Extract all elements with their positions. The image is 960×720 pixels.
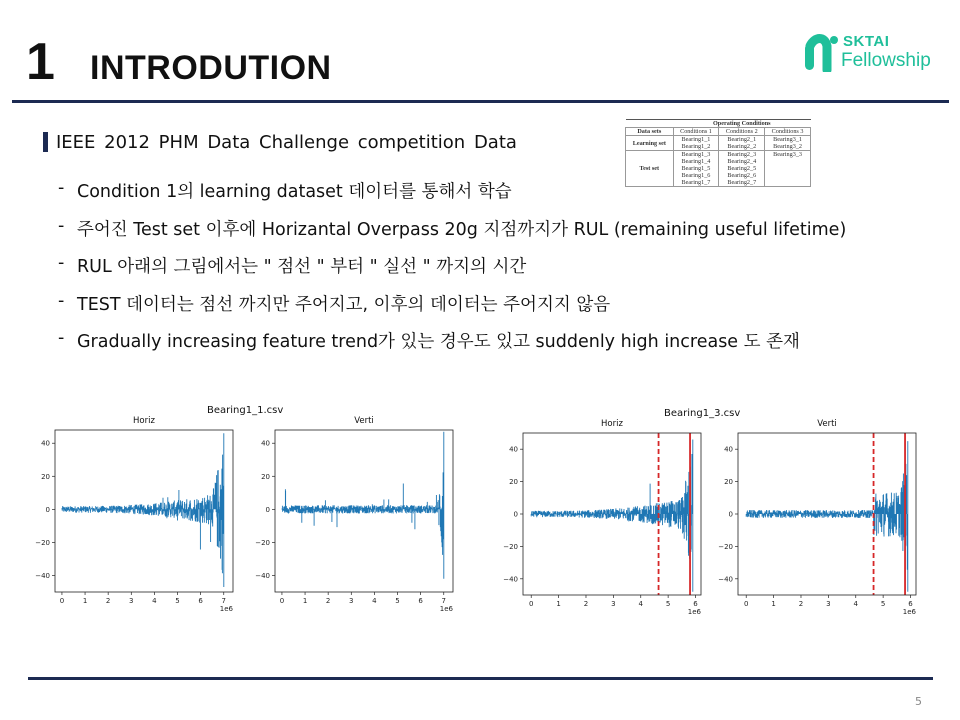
x-tick-label: 4 <box>372 597 377 605</box>
table-learning-c1: Bearing1_1 Bearing1_2 <box>673 136 719 151</box>
table-learning-c2: Bearing2_1 Bearing2_2 <box>719 136 765 151</box>
list-item <box>58 176 938 214</box>
x-tick-label: 0 <box>279 597 285 605</box>
x-tick-label: 1 <box>302 597 308 605</box>
x-tick-label: 2 <box>105 597 111 605</box>
table-header-c3: Conditions 3 <box>765 128 811 136</box>
bullet-list <box>58 176 938 364</box>
x-tick-label: 0 <box>743 600 749 608</box>
signal-series <box>62 433 224 587</box>
bullet-text: Condition 1의 learning dataset 데이터를 통해서 학습 <box>77 182 512 202</box>
x-tick-label: 1 <box>556 600 561 608</box>
chart-title: Horiz <box>601 419 623 429</box>
bullet-dash: - <box>58 253 65 273</box>
table-test-label: Test set <box>626 151 674 187</box>
x-tick-label: 6 <box>418 597 423 605</box>
y-tick-label: −20 <box>718 542 733 551</box>
sktai-logo <box>803 32 948 76</box>
bullet-dash: - <box>58 215 65 236</box>
x-tick-label: 3 <box>826 600 831 608</box>
table-learning-label: Learning set <box>626 136 674 151</box>
y-tick-label: −20 <box>35 538 50 547</box>
x-tick-label: 6 <box>198 597 203 605</box>
bullet-text: RUL 아래의 그림에서는 " 점선 " 부터 " 실선 " 까지의 시간 <box>77 257 527 277</box>
x-tick-label: 1 <box>82 597 88 605</box>
bullet-dash: - <box>58 328 65 348</box>
table-header-c2: Conditions 2 <box>719 128 765 136</box>
list-item <box>58 326 938 364</box>
y-tick-label: −40 <box>255 571 270 580</box>
x-tick-label: 3 <box>129 597 134 605</box>
x-tick-label: 5 <box>395 597 400 605</box>
y-tick-label: 0 <box>265 505 270 514</box>
y-tick-label: 20 <box>724 478 733 487</box>
chart-bearing1-3-horiz <box>488 415 708 615</box>
y-tick-label: −40 <box>503 575 518 584</box>
x-tick-label: 3 <box>611 600 616 608</box>
signal-series <box>531 440 693 592</box>
y-tick-label: 0 <box>513 510 518 519</box>
signal-series <box>746 441 908 592</box>
logo-text-bottom: Fellowship <box>841 50 931 71</box>
chart-bearing1-1-horiz <box>20 412 240 612</box>
y-tick-label: 40 <box>261 439 270 448</box>
slide-title: INTRODUTION <box>90 49 332 87</box>
y-tick-label: 20 <box>261 472 270 481</box>
x-tick-label: 6 <box>908 600 913 608</box>
bullet-text: Gradually increasing feature trend가 있는 경우도 있고 suddenly high increase 도 존재 <box>77 332 800 352</box>
x-tick-label: 6 <box>693 600 698 608</box>
section-heading <box>43 131 517 153</box>
logo-text-top: SKTAI <box>843 33 890 50</box>
chart-bearing1-3-verti <box>703 415 923 615</box>
x-axis-multiplier: 1e6 <box>439 605 453 613</box>
y-tick-label: −40 <box>718 575 733 584</box>
x-tick-label: 0 <box>528 600 534 608</box>
title-divider <box>12 100 949 103</box>
heading-marker <box>43 132 48 152</box>
x-tick-label: 7 <box>441 597 446 605</box>
x-tick-label: 5 <box>880 600 886 608</box>
x-tick-label: 4 <box>853 600 858 608</box>
y-tick-label: −20 <box>255 538 270 547</box>
bullet-text: TEST 데이터는 점선 까지만 주어지고, 이후의 데이터는 주어지지 않음 <box>77 294 611 315</box>
y-tick-label: 40 <box>509 445 518 454</box>
table-title: Operating Conditions <box>673 120 810 128</box>
y-tick-label: −40 <box>35 571 50 580</box>
y-tick-label: 20 <box>41 472 50 481</box>
footer-divider <box>28 677 933 680</box>
y-tick-label: 40 <box>41 439 50 448</box>
y-tick-label: 20 <box>509 478 518 487</box>
x-tick-label: 2 <box>798 600 804 608</box>
x-axis-multiplier: 1e6 <box>687 608 701 616</box>
table-test-c1: Bearing1_3 Bearing1_4 Bearing1_5 Bearing1_6 Bearing1_7 <box>673 151 719 187</box>
x-tick-label: 4 <box>638 600 643 608</box>
y-tick-label: 0 <box>45 505 50 514</box>
table-header-datasets: Data sets <box>626 128 674 136</box>
list-item <box>58 251 938 289</box>
chart-title: Verti <box>354 416 374 426</box>
logo-mark-icon <box>803 32 839 72</box>
page-number: 5 <box>915 695 922 708</box>
x-tick-label: 4 <box>152 597 157 605</box>
y-tick-label: −20 <box>503 542 518 551</box>
table-test-c2: Bearing2_3 Bearing2_4 Bearing2_5 Bearing2_6 Bearing2_7 <box>719 151 765 187</box>
bullet-text: 주어진 Test set 이후에 Horizantal Overpass 20g 지점까지가 RUL (remaining useful lifetime) <box>77 219 847 240</box>
chart-group-caption-2: Bearing1_3.csv <box>664 408 741 419</box>
chart-title: Horiz <box>133 416 155 426</box>
y-tick-label: 0 <box>728 510 733 519</box>
x-tick-label: 7 <box>221 597 226 605</box>
x-tick-label: 0 <box>59 597 65 605</box>
x-axis-multiplier: 1e6 <box>219 605 233 613</box>
chart-title: Verti <box>817 419 837 429</box>
chart-bearing1-1-verti <box>240 412 460 612</box>
signal-series <box>282 432 444 579</box>
table-test-c3: Bearing3_3 <box>765 151 811 187</box>
y-tick-label: 40 <box>724 445 733 454</box>
section-heading-text: IEEE 2012 PHM Data Challenge competition Data <box>56 131 517 153</box>
table-header-c1: Conditions 1 <box>673 128 719 136</box>
bullet-dash: - <box>58 290 65 311</box>
table-corner <box>626 120 674 128</box>
bullet-dash: - <box>58 178 65 198</box>
slide-number: 1 <box>26 33 55 91</box>
table-learning-c3: Bearing3_1 Bearing3_2 <box>765 136 811 151</box>
x-tick-label: 5 <box>175 597 180 605</box>
list-item <box>58 214 938 252</box>
x-axis-multiplier: 1e6 <box>902 608 916 616</box>
chart-group-caption-1: Bearing1_1.csv <box>207 405 284 416</box>
x-tick-label: 5 <box>665 600 671 608</box>
x-tick-label: 2 <box>583 600 589 608</box>
x-tick-label: 2 <box>325 597 331 605</box>
x-tick-label: 3 <box>349 597 354 605</box>
list-item <box>58 289 938 327</box>
x-tick-label: 1 <box>771 600 776 608</box>
